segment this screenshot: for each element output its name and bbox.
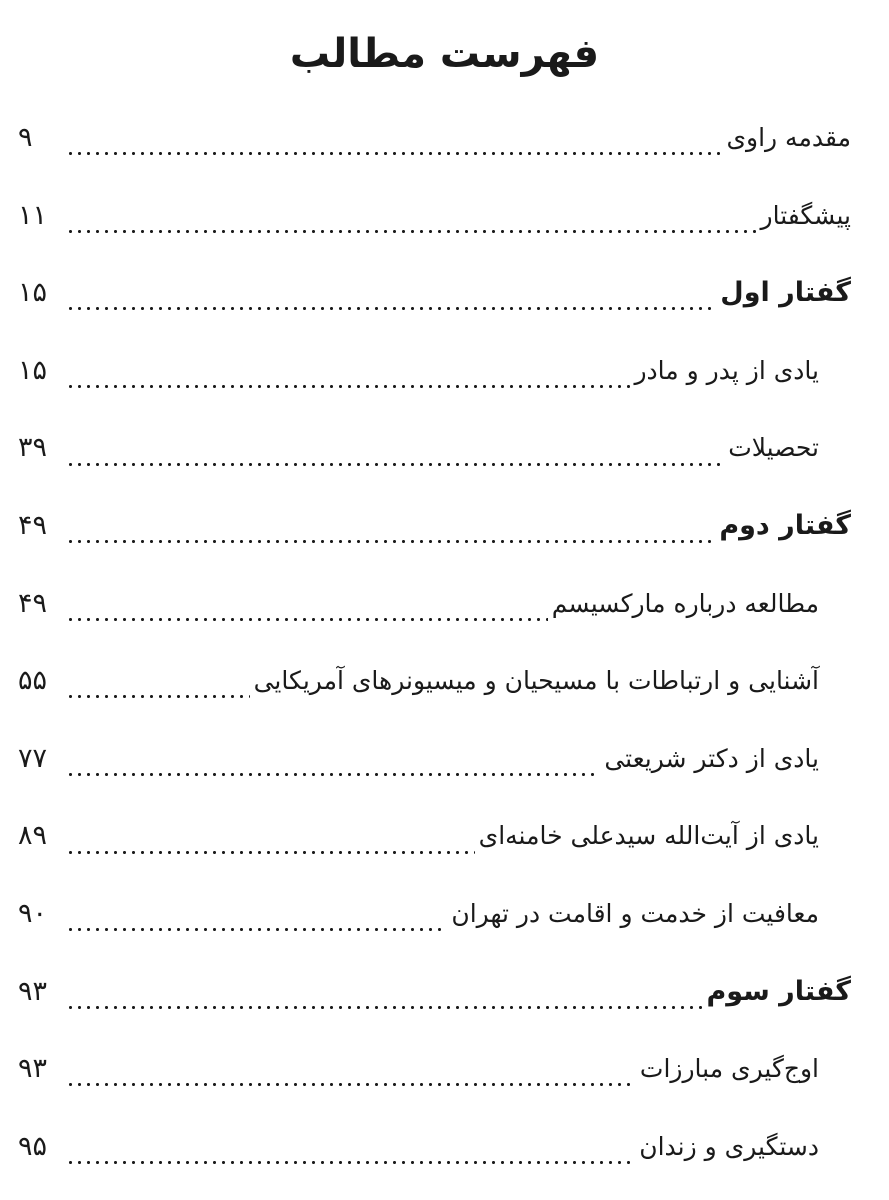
toc-entry-chapter-1[interactable] <box>18 255 851 333</box>
toc-entry-page: ۹ <box>18 122 33 153</box>
toc-entry-khamenei[interactable] <box>18 798 851 876</box>
toc-entry-page: ۵۵ <box>18 665 48 697</box>
toc-entry-title: معافیت از خدمت و اقامت در تهران <box>451 898 819 928</box>
toc-entry-title: آشنایی و ارتباطات با مسیحیان و میسیونرهای آمریکایی <box>253 666 819 696</box>
dot-leader <box>66 230 757 233</box>
toc-list <box>18 100 851 1186</box>
toc-entry-page: ۱۱ <box>18 199 48 231</box>
toc-entry-title: یادی از آیت‌الله سیدعلی خامنه‌ای <box>478 821 819 851</box>
dot-leader <box>66 463 724 466</box>
toc-entry-missionaries[interactable] <box>18 643 851 721</box>
dot-leader <box>66 540 715 543</box>
dot-leader <box>66 152 722 155</box>
toc-entry-chapter-2[interactable] <box>18 488 851 566</box>
dot-leader <box>66 695 250 698</box>
dot-leader <box>66 1083 636 1086</box>
dot-leader <box>66 385 630 388</box>
dot-leader <box>66 851 475 854</box>
dot-leader <box>66 773 600 776</box>
toc-entry-title: یادی از پدر و مادر <box>634 355 819 385</box>
toc-entry-page: ۴۹ <box>18 509 48 541</box>
toc-entry-exemption[interactable] <box>18 876 851 954</box>
toc-entry-title: گفتار اول <box>720 277 851 309</box>
toc-entry-title: گفتار سوم <box>706 975 851 1007</box>
page-title: فهرست مطالب <box>289 31 600 77</box>
dot-leader <box>66 307 716 310</box>
toc-entry-title: اوج‌گیری مبارزات <box>639 1054 819 1084</box>
dot-leader <box>66 1161 635 1164</box>
toc-entry-page: ۹۳ <box>18 1053 48 1085</box>
toc-entry-title: دستگیری و زندان <box>639 1131 819 1161</box>
toc-entry-arrest[interactable] <box>18 1109 851 1187</box>
toc-entry-page: ۱۵ <box>18 277 48 309</box>
toc-entry-shariati[interactable] <box>18 721 851 799</box>
toc-entry-title: گفتار دوم <box>719 509 851 541</box>
toc-entry-title: مقدمه راوی <box>726 123 851 152</box>
toc-entry-title: پیشگفتار <box>760 200 851 230</box>
toc-entry-parents[interactable] <box>18 333 851 411</box>
toc-entry-preface[interactable] <box>18 178 851 256</box>
toc-entry-title: یادی از دکتر شریعتی <box>604 743 819 773</box>
toc-entry-struggles[interactable] <box>18 1031 851 1109</box>
toc-entry-chapter-3[interactable] <box>18 954 851 1032</box>
toc-entry-page: ۸۹ <box>18 820 48 852</box>
dot-leader <box>66 928 447 931</box>
toc-entry-title: مطالعه درباره مارکسیسم <box>551 588 819 618</box>
toc-entry-page: ۹۳ <box>18 975 48 1007</box>
dot-leader <box>66 618 548 621</box>
dot-leader <box>66 1006 702 1009</box>
toc-entry-page: ۹۵ <box>18 1130 48 1162</box>
toc-entry-page: ۹۰ <box>18 897 48 929</box>
toc-entry-page: ۷۷ <box>18 742 48 774</box>
toc-entry-page: ۳۹ <box>18 432 48 464</box>
toc-entry-page: ۱۵ <box>18 354 48 386</box>
toc-entry-title: تحصیلات <box>728 433 819 463</box>
toc-entry-marxism[interactable] <box>18 566 851 644</box>
toc-entry-intro[interactable] <box>18 100 851 178</box>
toc-entry-page: ۴۹ <box>18 587 48 619</box>
toc-entry-education[interactable] <box>18 410 851 488</box>
